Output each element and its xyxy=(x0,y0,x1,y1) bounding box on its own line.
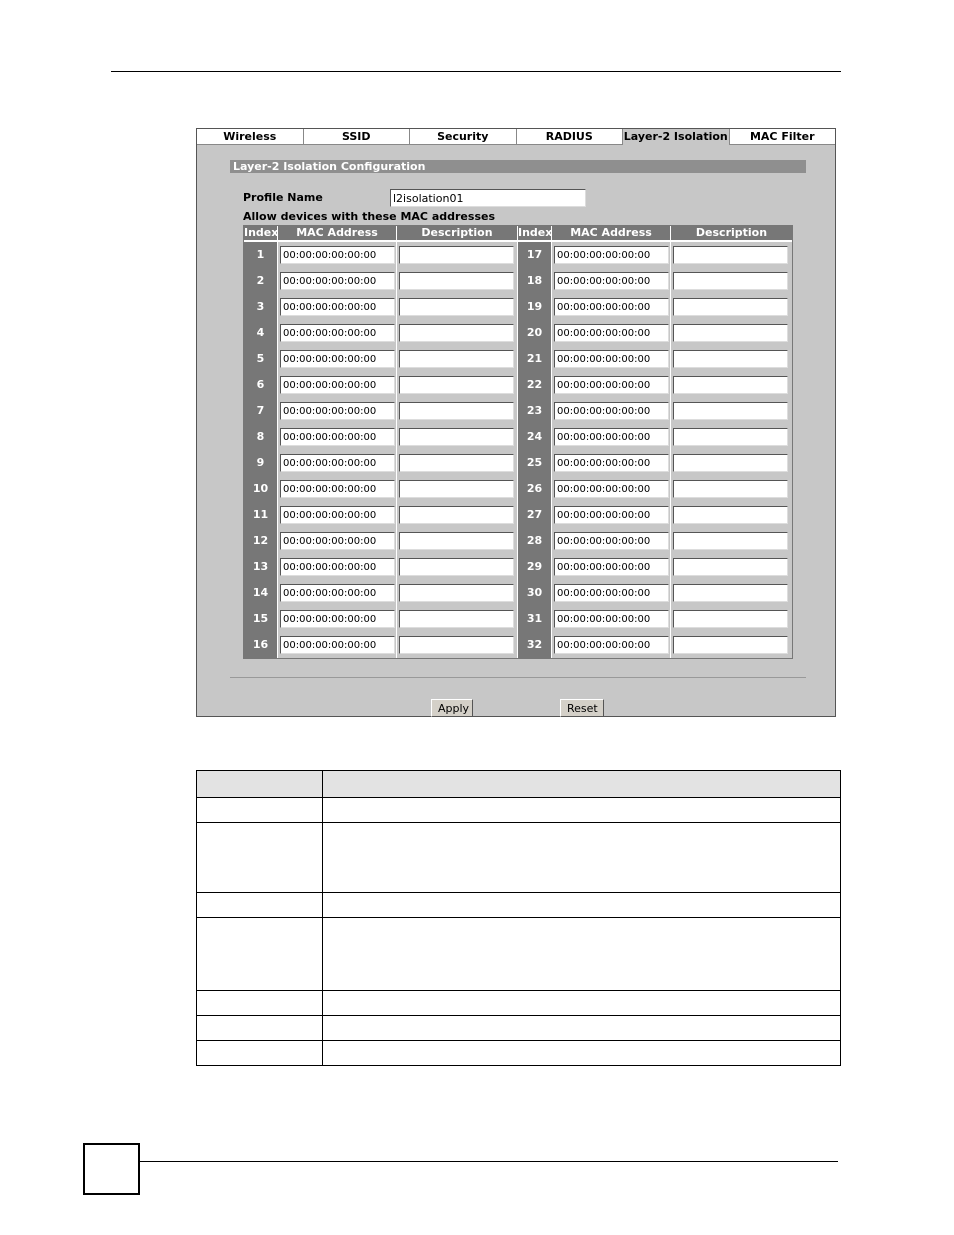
description-input[interactable] xyxy=(673,350,788,368)
section-title: Layer-2 Isolation Configuration xyxy=(230,160,806,173)
mac-address-input[interactable] xyxy=(280,558,395,576)
table-row xyxy=(244,476,518,502)
description-cell xyxy=(397,632,518,658)
row-index: 26 xyxy=(518,476,552,502)
index-header: Index xyxy=(244,226,279,239)
mac-address-input[interactable] xyxy=(280,324,395,342)
description-input[interactable] xyxy=(399,428,514,446)
description-input[interactable] xyxy=(399,298,514,316)
mac-address-input[interactable] xyxy=(554,454,669,472)
description-input[interactable] xyxy=(399,376,514,394)
description-input[interactable] xyxy=(673,532,788,550)
mac-address-cell xyxy=(552,450,671,476)
description-cell xyxy=(671,398,792,424)
row-index: 2 xyxy=(244,268,278,294)
row-index: 6 xyxy=(244,372,278,398)
mac-address-input[interactable] xyxy=(280,636,395,654)
table-row xyxy=(197,1016,841,1041)
table-row xyxy=(244,580,518,606)
mac-address-input[interactable] xyxy=(280,610,395,628)
description-input[interactable] xyxy=(673,506,788,524)
row-index: 23 xyxy=(518,398,552,424)
row-index: 4 xyxy=(244,320,278,346)
table-cell xyxy=(197,991,323,1016)
description-cell xyxy=(671,554,792,580)
description-cell xyxy=(397,424,518,450)
table-row xyxy=(518,606,792,632)
table-row xyxy=(197,1041,841,1066)
mac-address-cell xyxy=(278,372,397,398)
description-cell xyxy=(397,346,518,372)
description-input[interactable] xyxy=(673,298,788,316)
mac-address-input[interactable] xyxy=(554,480,669,498)
mac-address-cell xyxy=(552,294,671,320)
table-cell xyxy=(323,798,841,823)
table-cell xyxy=(197,918,323,991)
table-row xyxy=(518,580,792,606)
description-cell xyxy=(397,606,518,632)
mac-address-header: MAC Address xyxy=(552,226,671,240)
mac-address-input[interactable] xyxy=(280,480,395,498)
description-input[interactable] xyxy=(673,480,788,498)
mac-address-input[interactable] xyxy=(554,246,669,264)
mac-address-cell xyxy=(552,476,671,502)
description-cell xyxy=(671,320,792,346)
row-index: 29 xyxy=(518,554,552,580)
description-input[interactable] xyxy=(673,376,788,394)
mac-address-cell xyxy=(278,554,397,580)
table-row xyxy=(518,424,792,450)
description-cell xyxy=(671,580,792,606)
table-cell xyxy=(323,823,841,893)
description-input[interactable] xyxy=(673,584,788,602)
row-index: 28 xyxy=(518,528,552,554)
table-cell xyxy=(197,798,323,823)
mac-address-cell xyxy=(278,580,397,606)
allow-devices-label: Allow devices with these MAC addresses xyxy=(243,210,495,223)
description-header: Description xyxy=(397,226,518,240)
description-input[interactable] xyxy=(399,272,514,290)
table-row xyxy=(518,320,792,346)
table-row xyxy=(518,554,792,580)
row-index: 20 xyxy=(518,320,552,346)
table-row xyxy=(518,398,792,424)
table-cell xyxy=(323,1041,841,1066)
description-cell xyxy=(397,554,518,580)
table-row xyxy=(518,268,792,294)
table-row xyxy=(244,554,518,580)
mac-address-input[interactable] xyxy=(554,402,669,420)
description-cell xyxy=(671,450,792,476)
description-input[interactable] xyxy=(673,454,788,472)
description-cell xyxy=(671,268,792,294)
mac-address-cell xyxy=(552,398,671,424)
mac-address-cell xyxy=(278,242,397,268)
table-cell xyxy=(323,918,841,991)
mac-address-input[interactable] xyxy=(280,454,395,472)
description-input[interactable] xyxy=(399,584,514,602)
table-row xyxy=(197,893,841,918)
row-index: 11 xyxy=(244,502,278,528)
tab-radius[interactable]: RADIUS xyxy=(517,129,624,145)
mac-address-input[interactable] xyxy=(280,532,395,550)
mac-address-cell xyxy=(552,606,671,632)
mac-address-input[interactable] xyxy=(554,610,669,628)
description-input[interactable] xyxy=(399,246,514,264)
profile-name-label: Profile Name xyxy=(243,191,323,204)
table-row xyxy=(244,450,518,476)
footer-rule xyxy=(140,1161,838,1162)
mac-address-cell xyxy=(552,372,671,398)
mac-address-input[interactable] xyxy=(554,584,669,602)
description-cell xyxy=(671,346,792,372)
description-cell xyxy=(397,476,518,502)
description-cell xyxy=(671,632,792,658)
row-index: 3 xyxy=(244,294,278,320)
description-input[interactable] xyxy=(399,610,514,628)
table-row xyxy=(197,918,841,991)
table-header-cell xyxy=(197,771,323,798)
mac-address-input[interactable] xyxy=(554,636,669,654)
description-cell xyxy=(671,476,792,502)
description-input[interactable] xyxy=(673,272,788,290)
mac-address-cell xyxy=(278,294,397,320)
mac-address-input[interactable] xyxy=(280,428,395,446)
row-index: 1 xyxy=(244,242,278,268)
divider xyxy=(230,677,806,678)
table-row xyxy=(244,294,518,320)
mac-address-input[interactable] xyxy=(280,350,395,368)
table-header-cell xyxy=(323,771,841,798)
table-row xyxy=(244,346,518,372)
row-index: 16 xyxy=(244,632,278,658)
mac-address-input[interactable] xyxy=(280,376,395,394)
index-header: Index xyxy=(518,226,553,239)
description-cell xyxy=(671,242,792,268)
description-input[interactable] xyxy=(399,350,514,368)
description-cell xyxy=(397,528,518,554)
row-index: 9 xyxy=(244,450,278,476)
tab-ssid[interactable]: SSID xyxy=(304,129,411,145)
mac-address-input[interactable] xyxy=(554,558,669,576)
mac-address-cell xyxy=(278,268,397,294)
mac-address-cell xyxy=(278,398,397,424)
table-row xyxy=(244,242,518,268)
mac-address-grid xyxy=(243,225,793,659)
description-cell xyxy=(397,320,518,346)
mac-address-input[interactable] xyxy=(554,506,669,524)
row-index: 24 xyxy=(518,424,552,450)
description-cell xyxy=(671,606,792,632)
table-row xyxy=(244,398,518,424)
row-index: 27 xyxy=(518,502,552,528)
row-index: 22 xyxy=(518,372,552,398)
row-index: 14 xyxy=(244,580,278,606)
mac-address-cell xyxy=(278,450,397,476)
description-input[interactable] xyxy=(399,506,514,524)
table-row xyxy=(518,502,792,528)
description-input[interactable] xyxy=(399,402,514,420)
description-cell xyxy=(671,528,792,554)
table-row xyxy=(518,476,792,502)
mac-address-input[interactable] xyxy=(280,402,395,420)
mac-address-input[interactable] xyxy=(554,376,669,394)
row-index: 30 xyxy=(518,580,552,606)
description-input[interactable] xyxy=(673,428,788,446)
mac-address-input[interactable] xyxy=(280,506,395,524)
header-rule xyxy=(111,71,841,72)
table-row xyxy=(518,450,792,476)
mac-address-input[interactable] xyxy=(554,428,669,446)
profile-name-input[interactable] xyxy=(390,189,586,207)
row-index: 17 xyxy=(518,242,552,268)
description-cell xyxy=(397,398,518,424)
mac-address-input[interactable] xyxy=(554,298,669,316)
field-description-table xyxy=(196,770,841,1066)
description-cell xyxy=(671,424,792,450)
tab-layer-2-isolation[interactable]: Layer-2 Isolation xyxy=(623,130,728,143)
row-index: 5 xyxy=(244,346,278,372)
mac-address-input[interactable] xyxy=(554,532,669,550)
description-input[interactable] xyxy=(673,324,788,342)
tab-mac-filter[interactable]: MAC Filter xyxy=(730,129,836,145)
description-input[interactable] xyxy=(399,558,514,576)
mac-address-header: MAC Address xyxy=(278,226,397,240)
table-row xyxy=(244,424,518,450)
mac-address-cell xyxy=(278,346,397,372)
mac-address-cell xyxy=(552,242,671,268)
table-row xyxy=(244,320,518,346)
table-row xyxy=(518,242,792,268)
mac-address-cell xyxy=(552,554,671,580)
row-index: 25 xyxy=(518,450,552,476)
row-index: 12 xyxy=(244,528,278,554)
apply-button[interactable]: Apply xyxy=(431,699,473,717)
table-row xyxy=(244,606,518,632)
description-cell xyxy=(671,502,792,528)
description-input[interactable] xyxy=(673,246,788,264)
mac-address-input[interactable] xyxy=(554,324,669,342)
row-index: 21 xyxy=(518,346,552,372)
description-cell xyxy=(397,580,518,606)
mac-address-cell xyxy=(552,320,671,346)
table-row xyxy=(244,632,518,658)
table-row xyxy=(518,346,792,372)
mac-address-cell xyxy=(278,502,397,528)
table-row xyxy=(197,823,841,893)
mac-address-cell xyxy=(278,476,397,502)
row-index: 19 xyxy=(518,294,552,320)
table-cell xyxy=(323,991,841,1016)
row-index: 31 xyxy=(518,606,552,632)
mac-address-cell xyxy=(278,632,397,658)
description-cell xyxy=(397,450,518,476)
row-index: 32 xyxy=(518,632,552,658)
mac-address-cell xyxy=(278,320,397,346)
reset-button[interactable]: Reset xyxy=(560,699,604,717)
table-row xyxy=(244,502,518,528)
mac-address-cell xyxy=(552,424,671,450)
mac-address-input[interactable] xyxy=(280,298,395,316)
description-input[interactable] xyxy=(399,324,514,342)
description-input[interactable] xyxy=(673,610,788,628)
mac-address-cell xyxy=(278,606,397,632)
row-index: 18 xyxy=(518,268,552,294)
description-input[interactable] xyxy=(673,558,788,576)
description-input[interactable] xyxy=(673,636,788,654)
mac-address-input[interactable] xyxy=(554,350,669,368)
mac-address-input[interactable] xyxy=(280,272,395,290)
table-cell xyxy=(323,893,841,918)
description-input[interactable] xyxy=(399,480,514,498)
table-row xyxy=(518,294,792,320)
table-cell xyxy=(197,823,323,893)
mac-address-cell xyxy=(552,632,671,658)
description-cell xyxy=(397,268,518,294)
description-cell xyxy=(397,372,518,398)
row-index: 15 xyxy=(244,606,278,632)
table-header-row xyxy=(197,771,841,798)
table-row xyxy=(197,991,841,1016)
table-cell xyxy=(323,1016,841,1041)
mac-address-cell xyxy=(552,528,671,554)
table-row xyxy=(518,528,792,554)
table-cell xyxy=(197,1016,323,1041)
description-header: Description xyxy=(671,226,792,240)
mac-address-cell xyxy=(552,346,671,372)
table-cell xyxy=(197,1041,323,1066)
description-cell xyxy=(671,294,792,320)
description-input[interactable] xyxy=(399,636,514,654)
row-index: 7 xyxy=(244,398,278,424)
table-row xyxy=(244,372,518,398)
row-index: 8 xyxy=(244,424,278,450)
table-cell xyxy=(197,893,323,918)
table-row xyxy=(518,372,792,398)
description-cell xyxy=(671,372,792,398)
description-cell xyxy=(397,502,518,528)
table-row xyxy=(518,632,792,658)
mac-address-cell xyxy=(278,528,397,554)
description-input[interactable] xyxy=(399,454,514,472)
mac-address-cell xyxy=(552,580,671,606)
mac-address-input[interactable] xyxy=(280,246,395,264)
screenshot-panel xyxy=(196,128,836,717)
mac-address-cell xyxy=(278,424,397,450)
table-row xyxy=(244,268,518,294)
description-input[interactable] xyxy=(673,402,788,420)
description-cell xyxy=(397,242,518,268)
tab-bar xyxy=(197,129,835,145)
description-input[interactable] xyxy=(399,532,514,550)
table-row xyxy=(197,798,841,823)
tab-wireless[interactable]: Wireless xyxy=(197,129,304,145)
mac-address-input[interactable] xyxy=(280,584,395,602)
tab-security[interactable]: Security xyxy=(410,129,517,145)
row-index: 13 xyxy=(244,554,278,580)
page-number-box xyxy=(83,1143,140,1195)
description-cell xyxy=(397,294,518,320)
mac-address-cell xyxy=(552,502,671,528)
mac-address-cell xyxy=(552,268,671,294)
mac-address-input[interactable] xyxy=(554,272,669,290)
table-row xyxy=(244,528,518,554)
row-index: 10 xyxy=(244,476,278,502)
